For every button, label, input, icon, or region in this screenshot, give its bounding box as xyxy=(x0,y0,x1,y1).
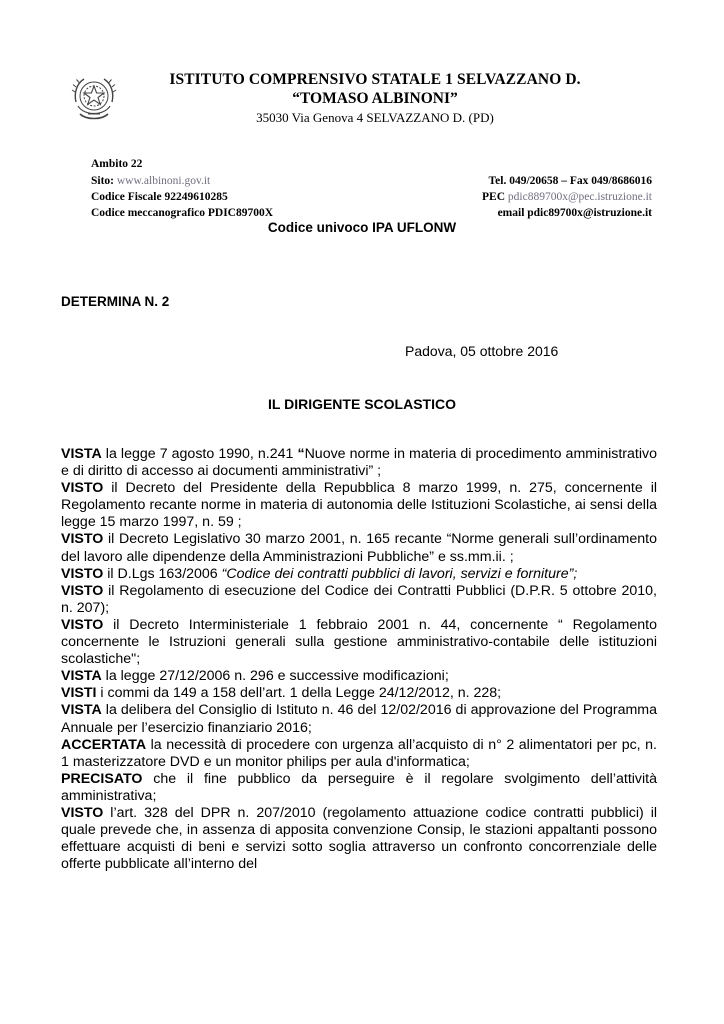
paragraph xyxy=(61,702,657,736)
codice-fiscale: Codice Fiscale 92249610285 xyxy=(91,191,228,203)
paragraph xyxy=(61,446,657,480)
paragraph-keyword: VISTO xyxy=(61,616,104,633)
paragraph-keyword: VISTO xyxy=(61,565,104,582)
paragraph-text: il Regolamento di esecuzione del Codice dei Contratti Pubblici (D.P.R. 5 ottobre 2010, n. 207); xyxy=(61,582,657,616)
pec-label: PEC xyxy=(482,191,506,203)
school-address: 35030 Via Genova 4 SELVAZZANO D. (PD) xyxy=(256,110,494,125)
paragraph-text: l’art. 328 del DPR n. 207/2010 (regolamento attuazione codice contratti pubblici) il quale prevede che, in assenza di apposita convenzione Consip, le stazioni appaltanti possono effettuare acquisti di beni e servizi sotto soglia attraverso un confronto concorrenziale delle offerte pubblicate all’interno del xyxy=(61,804,657,873)
paragraph-text: il D.Lgs 163/2006 xyxy=(103,565,222,582)
paragraph-text: la delibera del Consiglio di Istituto n. 46 del 12/02/2016 di approvazione del Programma Annuale per l’esercizio finanziario 2016; xyxy=(61,702,657,736)
paragraph-keyword: PRECISATO xyxy=(61,770,143,787)
paragraph-text: il Decreto Interministeriale 1 febbraio 2001 n. 44, concernente “ Regolamento concernente le Istruzioni generali sulla gestione amministrativo-contabile delle istituzioni scolastiche"; xyxy=(61,616,657,668)
school-subname: “TOMASO ALBINONI” xyxy=(292,90,458,107)
paragraph-keyword: VISTA xyxy=(61,668,102,685)
republic-emblem-icon xyxy=(66,72,122,126)
paragraph-keyword: VISTA xyxy=(61,702,102,719)
paragraph-text: la legge 27/12/2006 n. 296 e successive modificazioni; xyxy=(101,668,449,685)
paragraph xyxy=(61,805,657,873)
paragraph-text: Nuove norme in materia di procedimento amministrativo e di diritto di accesso ai documenti amministrativi” ; xyxy=(61,446,658,480)
paragraph-text: la necessità di procedere con urgenza all’acquisto di n° 2 alimentatori per pc, n. 1 masterizzatore DVD e un monitor philips per aula d'informatica; xyxy=(61,736,657,770)
paragraph-keyword: VISTO xyxy=(61,480,104,497)
pec-link[interactable]: pdic889700x@pec.istruzione.it xyxy=(507,191,652,203)
document-date: Padova, 05 ottobre 2016 xyxy=(405,343,559,359)
school-name: ISTITUTO COMPRENSIVO STATALE 1 SELVAZZANO D. xyxy=(169,71,581,88)
paragraph xyxy=(61,668,657,685)
paragraph-keyword: VISTI xyxy=(61,685,97,702)
email-line[interactable]: email pdic89700x@istruzione.it xyxy=(497,207,652,219)
paragraph xyxy=(61,685,657,702)
paragraph-keyword: VISTO xyxy=(61,531,104,548)
paragraph-quote-mark: “ xyxy=(297,446,305,462)
document-body xyxy=(61,446,657,873)
paragraph-text: il Decreto Legislativo 30 marzo 2001, n. 165 recante “Norme generali sull’ordinamento del lavoro alle dipendenze della Amministrazioni Pubbliche” e ss.mm.ii. ; xyxy=(61,531,657,565)
paragraph xyxy=(61,617,657,668)
paragraph-text: la legge 7 agosto 1990, n.241 xyxy=(101,446,298,462)
paragraph xyxy=(61,566,657,583)
determina-number: DETERMINA N. 2 xyxy=(61,294,170,309)
paragraph-keyword: ACCERTATA xyxy=(61,736,147,753)
paragraph-italic-text: “Codice dei contratti pubblici di lavori, servizi e forniture”; xyxy=(221,565,578,582)
paragraph-keyword: VISTO xyxy=(61,804,104,821)
sito-line xyxy=(91,174,210,189)
paragraph-keyword: VISTO xyxy=(61,582,104,599)
pec-line xyxy=(482,190,652,205)
paragraph xyxy=(61,583,657,617)
paragraph-keyword: VISTA xyxy=(61,446,102,462)
paragraph-text: il Decreto del Presidente della Repubblica 8 marzo 1999, n. 275, concernente il Regolamento recante norme in materia di autonomia delle Istituzioni Scolastiche, ai sensi della legge 15 marzo 1997, n. 59 ; xyxy=(61,480,657,531)
sito-link[interactable]: www.albinoni.gov.it xyxy=(116,175,211,187)
paragraph-text: che il fine pubblico da perseguire è il regolare svolgimento dell’attività amministrativa; xyxy=(61,770,657,804)
paragraph xyxy=(61,531,657,565)
dirigente-heading: IL DIRIGENTE SCOLASTICO xyxy=(268,396,456,412)
paragraph xyxy=(61,737,657,771)
codice-meccanografico: Codice meccanografico PDIC89700X xyxy=(91,207,274,219)
codice-ipa: Codice univoco IPA UFLONW xyxy=(267,220,457,235)
ambito-label: Ambito 22 xyxy=(91,158,143,170)
paragraph xyxy=(61,480,657,531)
paragraph-text: i commi da 149 a 158 dell’art. 1 della Legge 24/12/2012, n. 228; xyxy=(96,685,502,702)
sito-label: Sito: xyxy=(91,175,114,187)
paragraph xyxy=(61,771,657,805)
tel-fax: Tel. 049/20658 – Fax 049/8686016 xyxy=(488,175,652,187)
